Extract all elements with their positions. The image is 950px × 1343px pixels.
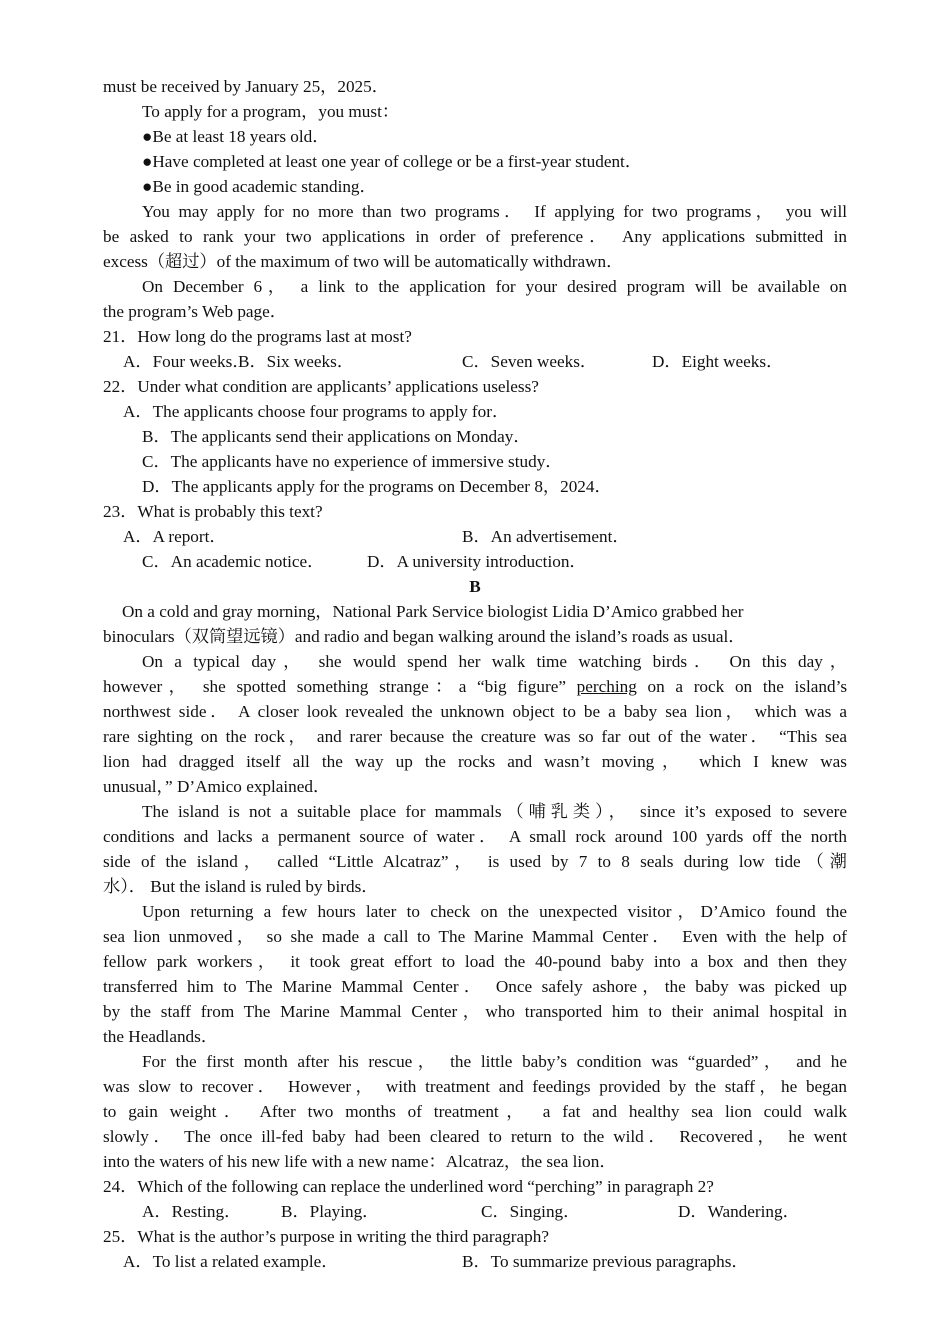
para-b5-line: into the waters of his new life with a new name：Alcatraz，the sea lion． xyxy=(103,1152,617,1171)
para-limit-line: be asked to rank your two applications in order of preference． Any applications submitted in xyxy=(103,227,847,246)
option-c: C．The applicants have no experience of immersive study． xyxy=(142,452,563,471)
option-c: C．Singing． xyxy=(481,1202,581,1221)
option-a: A．A report． xyxy=(123,527,227,546)
para-link-line: the program’s Web page． xyxy=(103,302,287,321)
option-row xyxy=(103,349,847,374)
para-b2-line xyxy=(103,674,847,699)
para-b5-line: to gain weight． After two months of treatment， a fat and healthy sea lion could walk xyxy=(103,1102,847,1121)
option-d: D．Eight weeks． xyxy=(652,352,784,371)
para-limit-line: excess（超过）of the maximum of two will be automatically withdrawn． xyxy=(103,252,624,271)
para-b4-line: Upon returning a few hours later to check on the unexpected visitor，D’Amico found the xyxy=(142,902,847,921)
para-link-line: On December 6， a link to the application for your desired program will be available on xyxy=(142,277,847,296)
option-c: C．An academic notice． xyxy=(142,552,325,571)
para-b2-line: rare sighting on the rock， and rarer because the creature was so far out of the water． “This sea xyxy=(103,727,847,746)
option-row xyxy=(103,524,847,549)
option-b: B．The applicants send their applications on Monday． xyxy=(142,427,531,446)
para-b3-line: 水）． But the island is ruled by birds． xyxy=(103,877,379,896)
option-a: A．Resting． xyxy=(142,1202,242,1221)
option-a: A．To list a related example． xyxy=(123,1252,339,1271)
question-stem: 23．What is probably this text? xyxy=(103,502,323,521)
option-b: B．An advertisement． xyxy=(462,527,630,546)
apply-intro: To apply for a program，you must： xyxy=(142,102,400,121)
option-d: D．The applicants apply for the programs on December 8，2024． xyxy=(142,477,612,496)
para-b3-line: The island is not a suitable place for mammals（哺乳类）， since it’s exposed to severe xyxy=(142,802,847,821)
para-b4-line: by the staff from The Marine Mammal Center，who transported him to their animal hospital in xyxy=(103,1002,847,1021)
para-b4-line: sea lion unmoved， so she made a call to The Marine Mammal Center． Even with the help of xyxy=(103,927,847,946)
option-b: B．To summarize previous paragraphs． xyxy=(462,1252,749,1271)
underlined-word-perching: perching xyxy=(576,677,637,696)
para-b3-line: side of the island， called “Little Alcatraz”， is used by 7 to 8 seals during low tide（潮 xyxy=(103,852,847,871)
question-stem: 24．Which of the following can replace the underlined word “perching” in paragraph 2? xyxy=(103,1177,714,1196)
option-d: D．A university introduction． xyxy=(367,552,587,571)
question-stem: 25．What is the author’s purpose in writing the third paragraph? xyxy=(103,1227,549,1246)
option-b: B．Six weeks． xyxy=(238,352,355,371)
option-row xyxy=(103,549,847,574)
requirement-item: ●Be at least 18 years old． xyxy=(142,127,330,146)
para-b5-line: For the first month after his rescue， the little baby’s condition was “guarded”， and he xyxy=(142,1052,847,1071)
para-b2-line: unusual，” D’Amico explained． xyxy=(103,777,331,796)
para-b2-line: On a typical day， she would spend her walk time watching birds． On this day， xyxy=(142,652,847,671)
exam-page xyxy=(103,74,847,1274)
option-a: A．The applicants choose four programs to apply for． xyxy=(123,402,510,421)
option-a: A．Four weeks． xyxy=(123,352,250,371)
para-b1-line: On a cold and gray morning，National Park Service biologist Lidia D’Amico grabbed her xyxy=(122,602,744,621)
question-stem: 22．Under what condition are applicants’ applications useless? xyxy=(103,377,539,396)
option-d: D．Wandering． xyxy=(678,1202,800,1221)
option-row xyxy=(103,1199,847,1224)
deadline-line: must be received by January 25，2025． xyxy=(103,77,389,96)
para-b1-line: binoculars（双筒望远镜）and radio and began walking around the island’s roads as usual． xyxy=(103,627,746,646)
option-c: C．Seven weeks． xyxy=(462,352,598,371)
question-stem: 21．How long do the programs last at most? xyxy=(103,327,412,346)
para-b4-line: transferred him to The Marine Mammal Center． Once safely ashore，the baby was picked up xyxy=(103,977,847,996)
para-limit-line: You may apply for no more than two programs． If applying for two programs， you will xyxy=(142,202,847,221)
option-row xyxy=(103,1249,847,1274)
para-b5-line: was slow to recover． However， with treatment and feedings provided by the staff，he began xyxy=(103,1077,847,1096)
para-b3-line: conditions and lacks a permanent source of water． A small rock around 100 yards off the north xyxy=(103,827,847,846)
para-b4-line: fellow park workers， it took great effort to load the 40-pound baby into a box and then they xyxy=(103,952,847,971)
section-b-heading: B xyxy=(469,577,481,596)
para-b4-line: the Headlands． xyxy=(103,1027,219,1046)
para-b5-line: slowly． The once ill-fed baby had been cleared to return to the wild． Recovered， he went xyxy=(103,1127,847,1146)
requirement-item: ●Be in good academic standing． xyxy=(142,177,377,196)
option-b: B．Playing． xyxy=(281,1202,380,1221)
requirement-item: ●Have completed at least one year of college or be a first-year student． xyxy=(142,152,643,171)
para-b2-text: on a rock on the island’s xyxy=(647,677,848,696)
para-b2-line: lion had dragged itself all the way up the rocks and wasn’t moving， which I knew was xyxy=(103,752,847,771)
para-b2-line: northwest side． A closer look revealed the unknown object to be a baby sea lion， which was a xyxy=(103,702,847,721)
para-b2-text: however， she spotted something strange：a “big figure” xyxy=(103,677,566,696)
